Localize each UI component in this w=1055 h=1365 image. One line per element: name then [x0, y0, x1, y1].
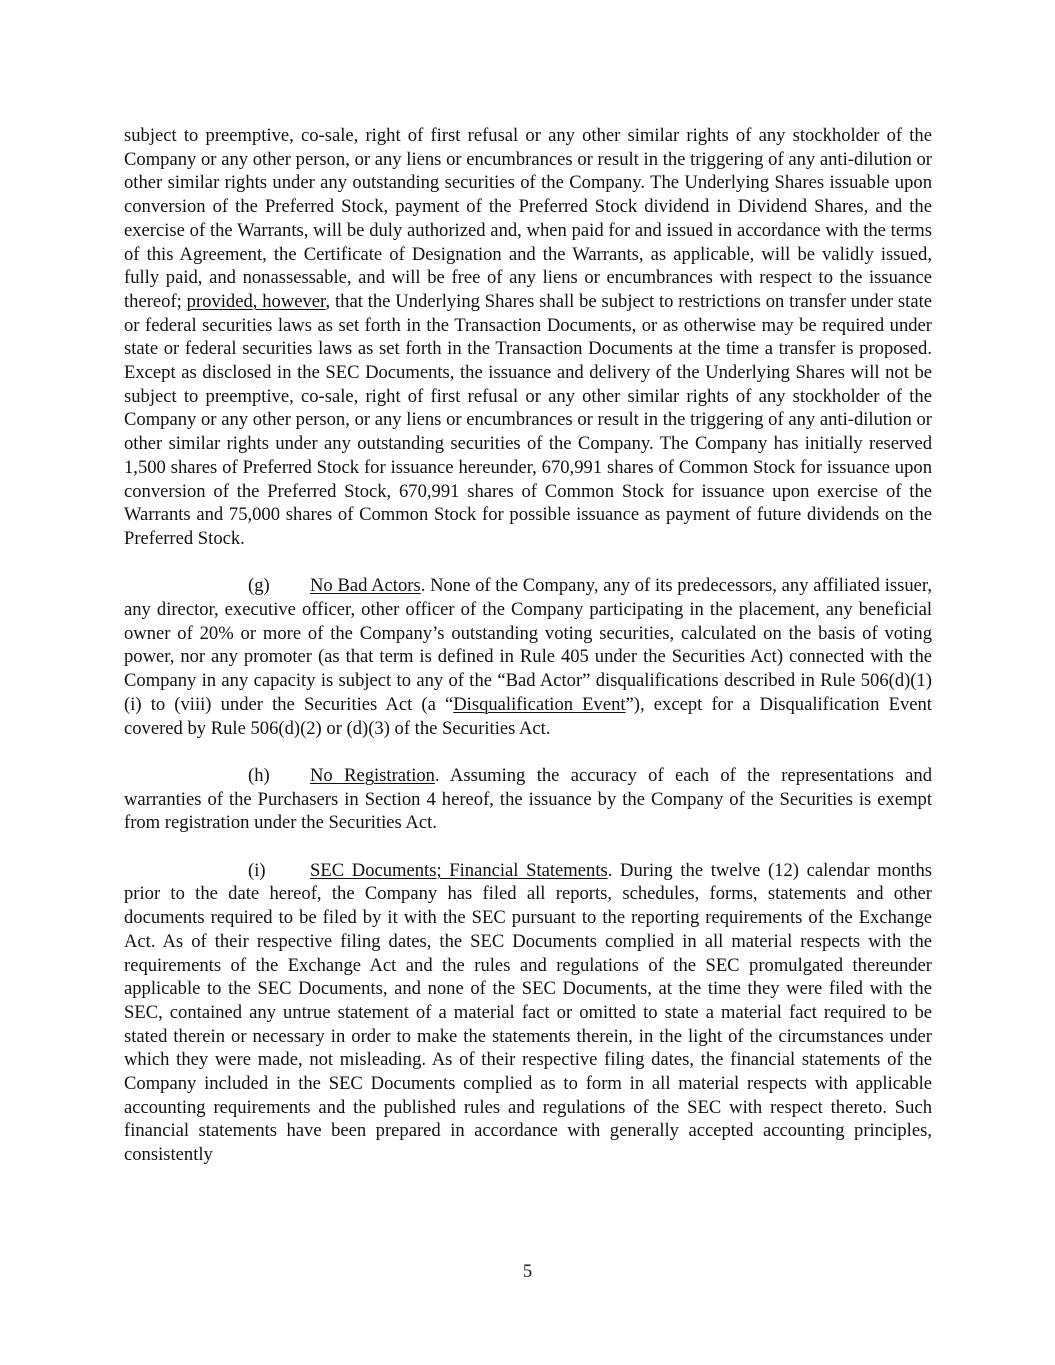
section-g-text-part2: ”), except for a Disqualification Event covered by Rule 506(d)(2) or (d)(3) of the Securities Act. [124, 693, 932, 739]
section-h-label: (h) [248, 764, 270, 786]
continuation-text-part2: , that the Underlying Shares shall be subject to restrictions on transfer under state or federal securities laws as set forth in the Transaction Documents, or as otherwise may be required under state or federal securities laws as set forth in the Transaction Documents at the time a transfer is proposed. Except as disclosed in the SEC Documents, the issuance and delivery of the Underlying Shares will not be subject to preemptive, co-sale, right of first refusal or any other similar rights of any stockholder of the Company or any other person, or any liens or encumbrances or result in the triggering of any anti-dilution or other similar rights under any outstanding securities of the Company. The Company has initially reserved 1,500 shares of Preferred Stock for issuance hereunder, 670,991 shares of Common Stock for issuance upon conversion of the Preferred Stock, 670,991 shares of Common Stock for issuance upon exercise of the Warrants and 75,000 shares of Common Stock for possible issuance as payment of future dividends on the Preferred Stock. [124, 290, 933, 549]
section-h-heading: No Registration [310, 764, 435, 786]
disqualification-event-term: Disqualification Event [453, 693, 626, 715]
section-i-heading: SEC Documents; Financial Statements [310, 859, 608, 881]
section-i-paragraph [124, 859, 932, 1167]
section-g-label: (g) [248, 575, 270, 597]
continuation-paragraph [124, 124, 932, 551]
document-body [124, 124, 932, 1167]
section-g-heading: No Bad Actors [310, 575, 421, 597]
section-g-text-part1: . None of the Company, any of its predecessors, any affiliated issuer, any director, executive officer, other officer of the Company participating in the placement, any beneficial owner of 20% or more of the Company’s outstanding voting securities, calculated on the basis of voting power, nor any promoter (as that term is defined in Rule 405 under the Securities Act) connected with the Company in any capacity is subject to any of the “Bad Actor” disqualifications described in Rule 506(d)(1)(i) to (viii) under the Securities Act (a “ [124, 575, 932, 715]
page-number: 5 [522, 1261, 533, 1282]
continuation-text-part1: subject to preemptive, co-sale, right of first refusal or any other similar rights of any stockholder of the Company or any other person, or any liens or encumbrances or result in the triggering of any anti-dilution or other similar rights under any outstanding securities of the Company. The Underlying Shares issuable upon conversion of the Preferred Stock, payment of the Preferred Stock dividend in Dividend Shares, and the exercise of the Warrants, will be duly authorized and, when paid for and issued in accordance with the terms of this Agreement, the Certificate of Designation and the Warrants, as applicable, will be validly issued, fully paid, and nonassessable, and will be free of any liens or encumbrances with respect to the issuance thereof; [124, 125, 932, 312]
section-i-text: . During the twelve (12) calendar months prior to the date hereof, the Company has filed all reports, schedules, forms, statements and other documents required to be filed by it with the SEC pursuant to the reporting requirements of the Exchange Act. As of their respective filing dates, the SEC Documents complied in all material respects with the requirements of the Exchange Act and the rules and regulations of the SEC promulgated thereunder applicable to the SEC Documents, and none of the SEC Documents, at the time they were filed with the SEC, contained any untrue statement of a material fact or omitted to state a material fact required to be stated therein or necessary in order to make the statements therein, in the light of the circumstances under which they were made, not misleading. As of their respective filing dates, the financial statements of the Company included in the SEC Documents complied as to form in all material respects with applicable accounting requirements and the published rules and regulations of the SEC with respect thereto. Such financial statements have been prepared in accordance with generally accepted accounting principles, consistently [124, 859, 932, 1166]
provided-however-term: provided, however [186, 290, 326, 312]
section-h-text: . Assuming the accuracy of each of the representations and warranties of the Purchasers in Section 4 hereof, the issuance by the Company of the Securities is exempt from registration under the Securities Act. [124, 764, 933, 834]
section-i-label: (i) [248, 859, 266, 881]
section-g-paragraph [124, 574, 932, 740]
section-h-paragraph [124, 764, 932, 835]
